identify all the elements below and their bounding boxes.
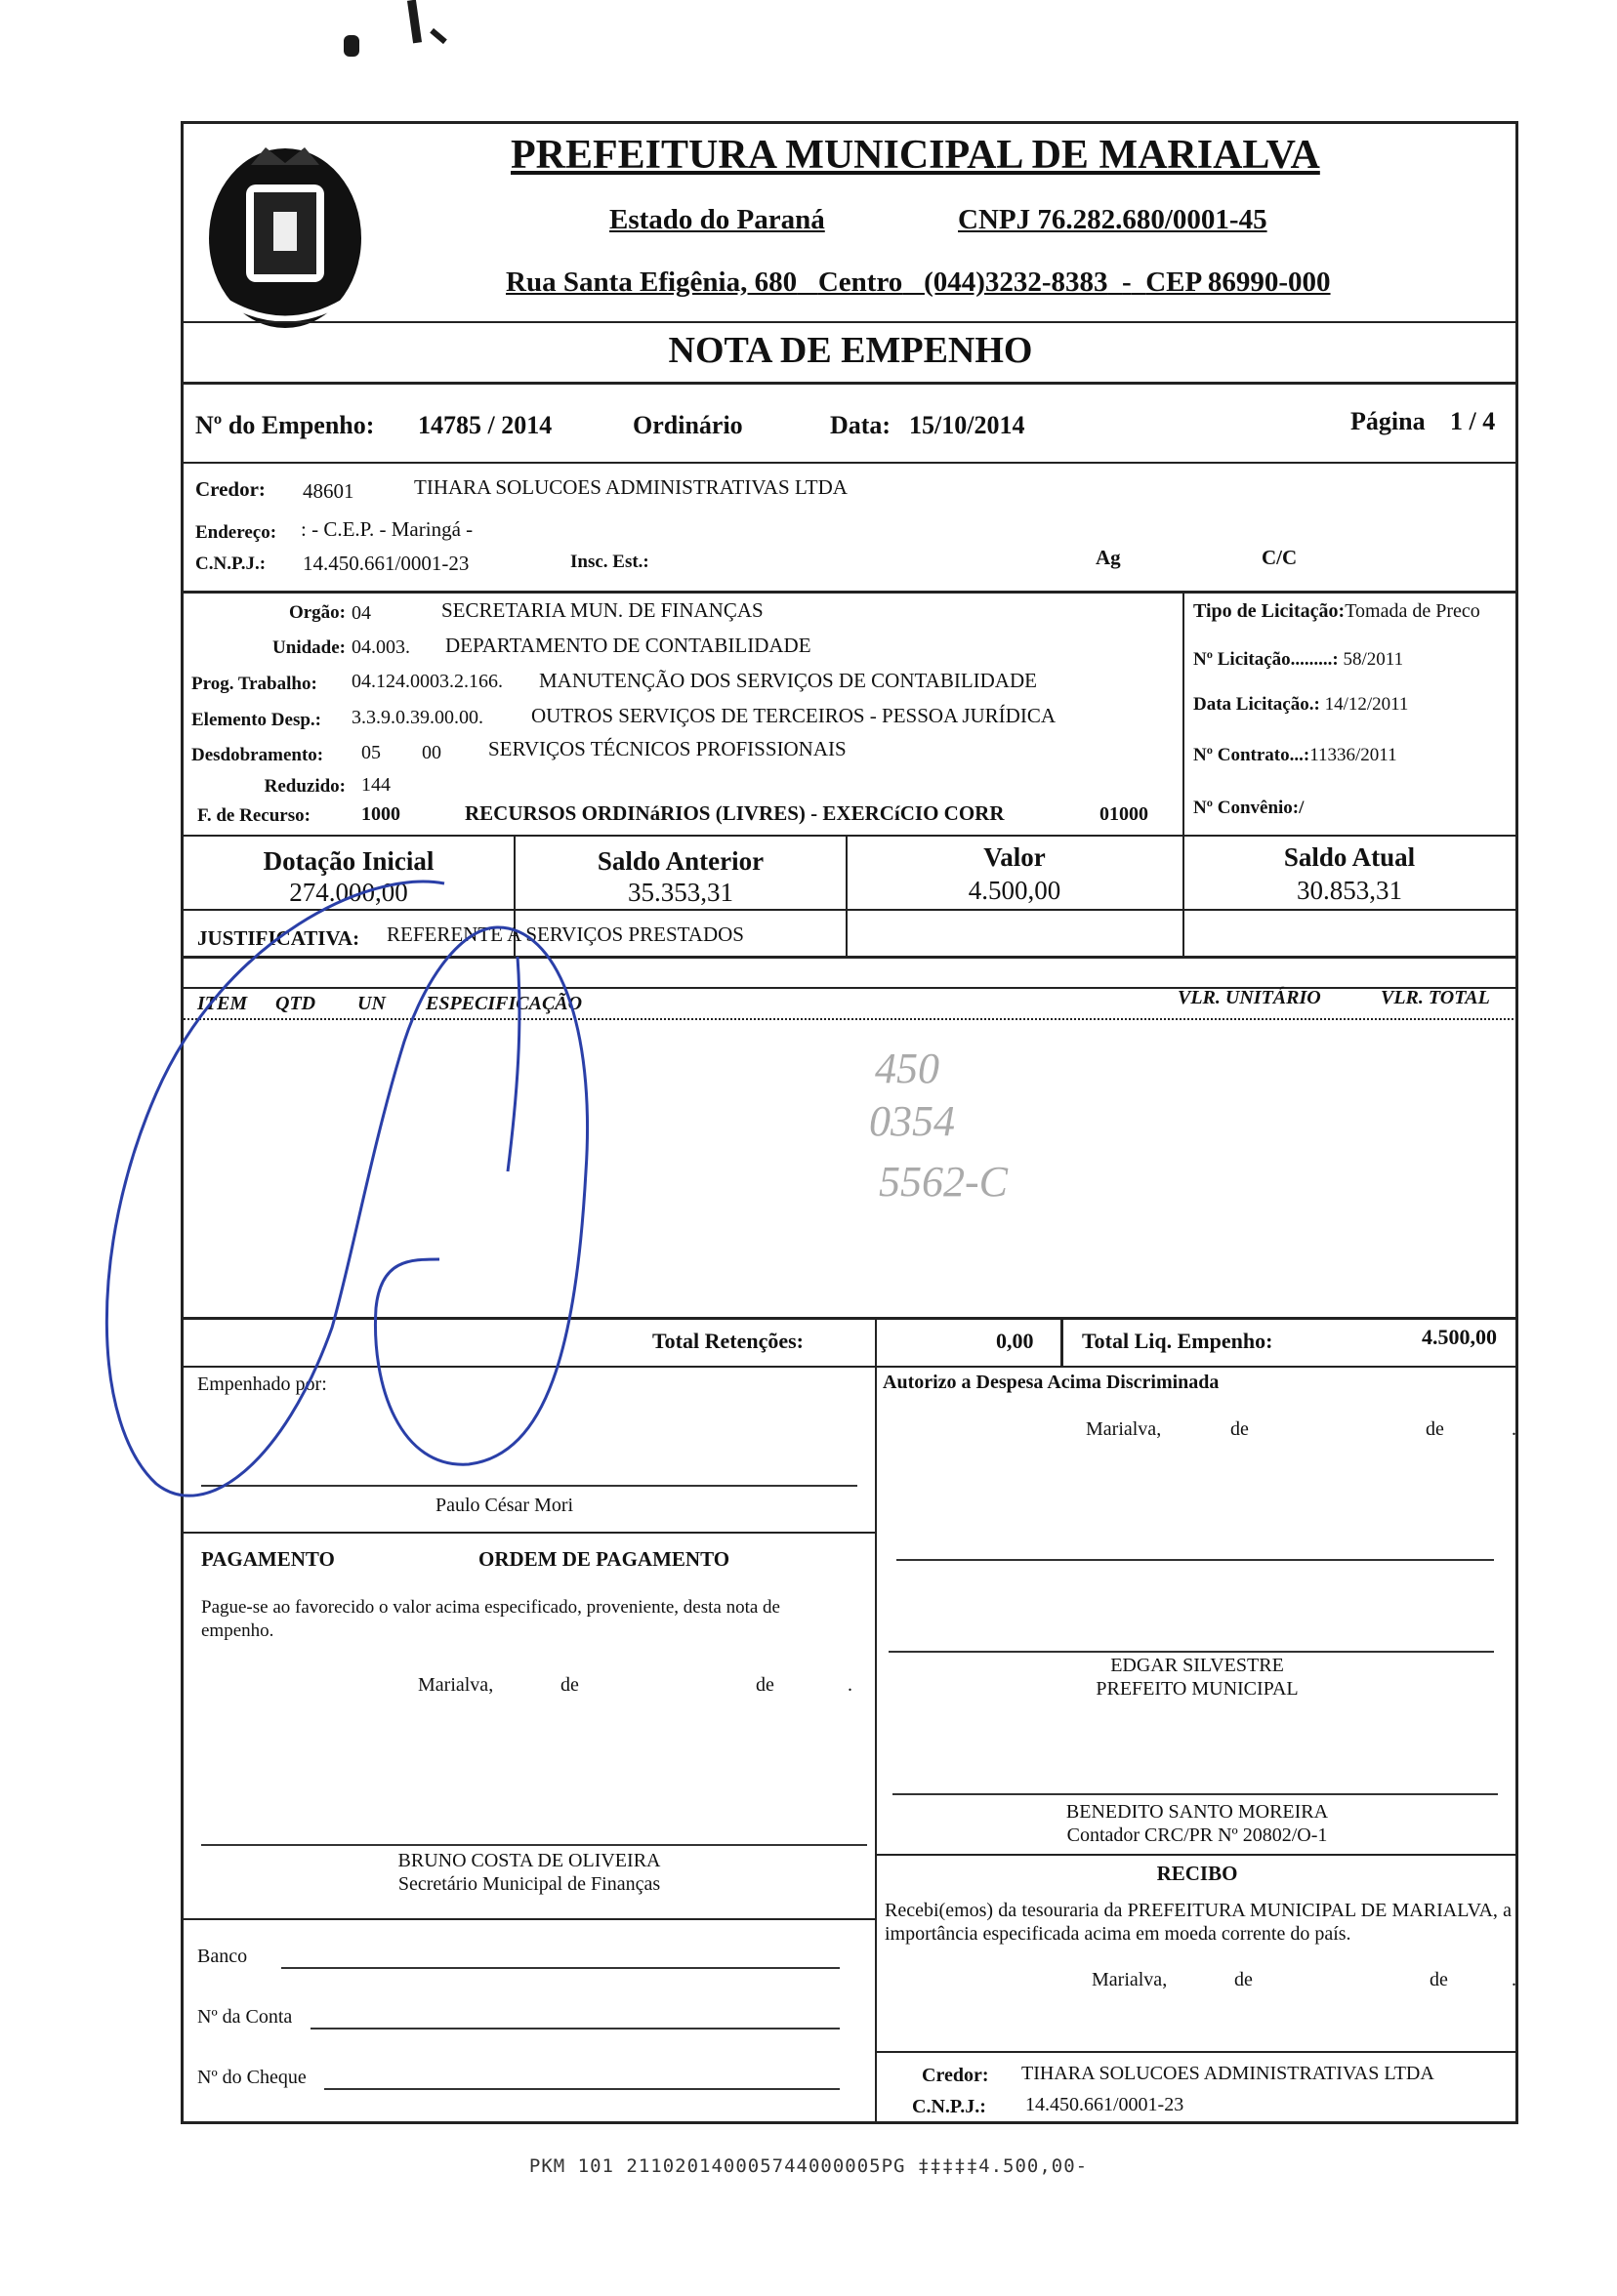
valor-label: Valor <box>983 842 1046 872</box>
insc-label: Insc. Est.: <box>570 552 649 572</box>
col-un: UN <box>357 993 386 1014</box>
autorizo-place: Marialva, <box>1086 1418 1162 1440</box>
autorizo-title: Autorizo a Despesa Acima Discriminada <box>883 1372 1220 1393</box>
justificativa-label: JUSTIFICATIVA: <box>197 926 360 950</box>
doc-title: NOTA DE EMPENHO <box>668 330 1033 371</box>
licitacao-data-label: Data Licitação.: <box>1193 694 1320 715</box>
licitacao-data-value: 14/12/2011 <box>1324 694 1409 715</box>
cnpj-label: C.N.P.J.: <box>195 554 267 574</box>
recibo-de-2: de <box>1430 1969 1448 1990</box>
nota-de-empenho-form <box>181 121 1518 2124</box>
col-unit-value: VLR. UNITÁRIO <box>1178 987 1321 1008</box>
conta-label: Nº da Conta <box>197 2006 293 2028</box>
ag-label: Ag <box>1096 546 1121 569</box>
col-total-value: VLR. TOTAL <box>1381 987 1490 1008</box>
licitacao-num-value: 58/2011 <box>1343 649 1404 670</box>
licitacao-tipo-value: Tomada de Preco <box>1345 600 1480 622</box>
liq-label: Total Liq. Empenho: <box>1082 1329 1273 1353</box>
divider <box>875 1317 877 1366</box>
header-district: Centro <box>817 266 903 298</box>
divider <box>184 909 1517 911</box>
empenho-type: Ordinário <box>633 411 743 439</box>
recurso-label: F. de Recurso: <box>197 805 311 826</box>
cheque-line[interactable] <box>324 2088 840 2090</box>
banco-line[interactable] <box>281 1967 840 1969</box>
elemento-label: Elemento Desp.: <box>191 710 321 730</box>
address-value: : - C.E.P. - Maringá - <box>301 517 474 541</box>
recibo-cnpj: 14.450.661/0001-23 <box>1025 2094 1184 2115</box>
cheque-label: Nº do Cheque <box>197 2067 307 2088</box>
header-state: Estado do Paraná <box>609 204 825 235</box>
licitacao-tipo-label: Tipo de Licitação: <box>1193 600 1346 622</box>
unidade-name: DEPARTAMENTO DE CONTABILIDADE <box>445 634 811 657</box>
orgao-name: SECRETARIA MUN. DE FINANÇAS <box>441 598 764 622</box>
divider <box>184 1532 875 1534</box>
desdob-code2: 00 <box>422 742 441 763</box>
empenho-date-label: Data: <box>830 411 891 439</box>
signature-line <box>201 1844 867 1846</box>
empenho-number: 14785 / 2014 <box>418 411 553 439</box>
header-cnpj: CNPJ 76.282.680/0001-45 <box>958 204 1267 235</box>
credor-code: 48601 <box>303 479 354 503</box>
recibo-credor: TIHARA SOLUCOES ADMINISTRATIVAS LTDA <box>1021 2063 1434 2084</box>
divider <box>875 1854 1517 1856</box>
contador-role: Contador CRC/PR Nº 20802/O-1 <box>1066 1824 1328 1846</box>
saldo-atual-value: 30.853,31 <box>1297 876 1402 905</box>
reduzido-value: 144 <box>361 774 391 796</box>
recibo-text: Recebi(emos) da tesouraria da PREFEITURA MUNICIPAL DE MARIALVA, a importância especificada acima em moeda corrente do país. <box>885 1900 1512 1945</box>
pagamento-de-1: de <box>560 1674 579 1696</box>
recibo-credor-label: Credor: <box>922 2065 989 2086</box>
handwritten-note-3: 5562-C <box>879 1158 1008 1206</box>
cc-label: C/C <box>1262 546 1298 569</box>
divider <box>184 1366 1517 1368</box>
secretario-role: Secretário Municipal de Finanças <box>397 1873 661 1895</box>
header-title: PREFEITURA MUNICIPAL DE MARIALVA <box>511 133 1320 178</box>
divider <box>184 591 1517 594</box>
desdob-label: Desdobramento: <box>191 745 324 765</box>
convenio-label: Nº Convênio:/ <box>1193 798 1305 818</box>
secretario-name: BRUNO COSTA DE OLIVEIRA <box>397 1850 661 1871</box>
scan-mark <box>344 35 359 57</box>
prefeito-role: PREFEITO MUNICIPAL <box>1096 1678 1299 1700</box>
divider <box>875 1366 877 2123</box>
licitacao-data <box>1193 694 1408 716</box>
saldo-atual-label: Saldo Atual <box>1283 842 1416 872</box>
col-qtd: QTD <box>275 993 316 1014</box>
saldo-anterior-label: Saldo Anterior <box>597 846 765 876</box>
unidade-code: 04.003. <box>352 636 410 658</box>
header-cep-sep: - <box>1122 266 1132 298</box>
reduzido-label: Reduzido: <box>264 776 346 797</box>
col-spec: ESPECIFICAÇÃO <box>426 993 583 1014</box>
signature-line <box>889 1651 1494 1653</box>
licitacao-contrato-value: 11336/2011 <box>1309 745 1397 765</box>
liq-value: 4.500,00 <box>1422 1325 1497 1349</box>
divider <box>184 1018 1517 1020</box>
autorizo-de-2: de <box>1426 1418 1444 1440</box>
licitacao-num-label: Nº Licitação.........: <box>1193 649 1339 670</box>
header-cep: CEP 86990-000 <box>1145 266 1331 298</box>
orgao-code: 04 <box>352 602 371 624</box>
retencoes-value: 0,00 <box>996 1329 1034 1353</box>
empenho-label: Nº do Empenho: <box>195 411 375 439</box>
signature-line <box>896 1559 1494 1561</box>
recibo-title: RECIBO <box>1156 1862 1238 1885</box>
recibo-cnpj-label: C.N.P.J.: <box>912 2096 986 2117</box>
licitacao-contrato-label: Nº Contrato...: <box>1193 745 1310 765</box>
scan-mark <box>407 0 422 43</box>
handwritten-note-2: 0354 <box>869 1097 955 1145</box>
divider <box>184 956 1517 959</box>
prefeito-name: EDGAR SILVESTRE <box>1110 1655 1284 1676</box>
handwritten-note-1: 450 <box>875 1045 939 1092</box>
credor-cnpj: 14.450.661/0001-23 <box>303 552 470 575</box>
credor-name: TIHARA SOLUCOES ADMINISTRATIVAS LTDA <box>414 475 848 499</box>
header-address: Rua Santa Efigênia, 680 <box>506 266 798 298</box>
orgao-label: Orgão: <box>288 602 346 623</box>
empenho-date: 15/10/2014 <box>909 411 1025 439</box>
banco-label: Banco <box>197 1946 248 1967</box>
prog-name: MANUTENÇÃO DOS SERVIÇOS DE CONTABILIDADE <box>539 669 1037 692</box>
contador-name: BENEDITO SANTO MOREIRA <box>1065 1801 1329 1823</box>
conta-line[interactable] <box>311 2028 840 2030</box>
divider <box>184 462 1517 464</box>
desdob-name: SERVIÇOS TÉCNICOS PROFISSIONAIS <box>488 737 847 760</box>
recibo-dot: . <box>1512 1969 1516 1990</box>
dotacao-label: Dotação Inicial <box>263 846 435 876</box>
divider <box>1060 1317 1063 1366</box>
recurso-sub: 01000 <box>1099 803 1148 825</box>
empenhado-label: Empenhado por: <box>197 1374 327 1395</box>
elemento-name: OUTROS SERVIÇOS DE TERCEIROS - PESSOA JURÍDICA <box>531 704 1057 727</box>
desdob-code1: 05 <box>361 742 381 763</box>
licitacao-contrato <box>1193 745 1397 766</box>
justificativa-text: REFERENTE A SERVIÇOS PRESTADOS <box>387 922 744 946</box>
divider <box>184 382 1517 385</box>
dotacao-value: 274.000,00 <box>289 878 408 907</box>
prog-label: Prog. Trabalho: <box>191 674 317 694</box>
footer-code: PKM 101 21102014000574400000​5PG ‡‡‡‡‡4.500,00- <box>528 2155 1089 2177</box>
header-phone: (044)3232-8383 <box>924 266 1108 298</box>
empenhado-signer: Paulo César Mori <box>435 1495 574 1516</box>
pagamento-label: PAGAMENTO <box>201 1547 335 1571</box>
licitacao-num <box>1193 649 1403 671</box>
pagamento-dot: . <box>848 1674 852 1696</box>
pagamento-text: Pague-se ao favorecido o valor acima especificado, proveniente, desta nota de empenho. <box>201 1597 780 1641</box>
pagamento-place: Marialva, <box>418 1674 494 1696</box>
scan-mark <box>430 28 447 44</box>
divider <box>184 1317 1517 1320</box>
recibo-de-1: de <box>1234 1969 1253 1990</box>
elemento-code: 3.3.9.0.39.00.00. <box>352 707 483 728</box>
autorizo-de-1: de <box>1230 1418 1249 1440</box>
address-label: Endereço: <box>195 522 277 543</box>
ordem-label: ORDEM DE PAGAMENTO <box>478 1547 730 1571</box>
licitacao-tipo <box>1193 600 1480 623</box>
valor-value: 4.500,00 <box>968 876 1061 905</box>
recurso-code: 1000 <box>361 803 400 825</box>
divider <box>184 1918 875 1920</box>
recurso-name: RECURSOS ORDINáRIOS (LIVRES) - EXERCíCIO CORR <box>465 801 1005 825</box>
retencoes-label: Total Retenções: <box>652 1329 804 1353</box>
divider <box>875 2051 1517 2053</box>
credor-label: Credor: <box>195 477 266 501</box>
page-number: 1 / 4 <box>1450 407 1496 435</box>
pagamento-de-2: de <box>756 1674 774 1696</box>
autorizo-dot: . <box>1512 1418 1516 1440</box>
unidade-label: Unidade: <box>272 637 346 658</box>
col-item: ITEM <box>197 993 248 1014</box>
prog-code: 04.124.0003.2.166. <box>352 671 503 692</box>
divider <box>184 835 1517 837</box>
divider <box>184 321 1517 323</box>
signature-line <box>892 1793 1498 1795</box>
header-address-line <box>506 266 1331 299</box>
saldo-anterior-value: 35.353,31 <box>628 878 733 907</box>
page-label: Página <box>1350 407 1426 435</box>
signature-line <box>201 1485 857 1487</box>
recibo-place: Marialva, <box>1092 1969 1168 1990</box>
municipal-crest-icon <box>197 136 373 341</box>
